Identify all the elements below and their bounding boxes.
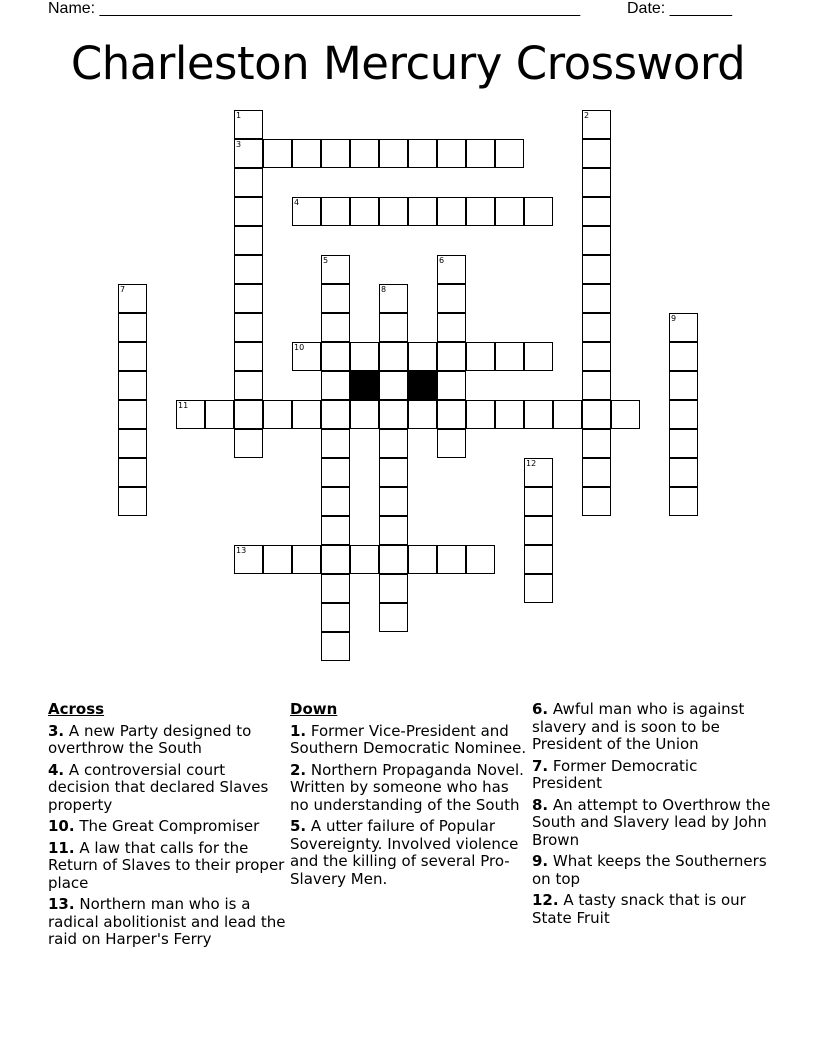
clue-item-number: 12.	[532, 891, 559, 909]
clue-item-number: 10.	[48, 817, 75, 835]
grid-cell[interactable]	[437, 313, 466, 342]
across-clue-list	[48, 723, 288, 949]
clue-number: 5	[323, 256, 329, 265]
grid-cell[interactable]	[118, 487, 147, 516]
grid-cell[interactable]	[379, 313, 408, 342]
grid-cell[interactable]	[379, 487, 408, 516]
grid-cell[interactable]	[350, 342, 379, 371]
across-heading: Across	[48, 700, 105, 718]
grid-cell[interactable]	[408, 545, 437, 574]
grid-cell[interactable]	[582, 197, 611, 226]
grid-cell[interactable]	[292, 400, 321, 429]
grid-block	[350, 371, 379, 400]
grid-cell[interactable]	[437, 545, 466, 574]
clue-number: 4	[294, 198, 300, 207]
grid-cell[interactable]	[234, 429, 263, 458]
grid-cell[interactable]	[350, 400, 379, 429]
grid-cell[interactable]	[669, 313, 698, 342]
grid-cell[interactable]	[292, 139, 321, 168]
grid-cell[interactable]	[466, 139, 495, 168]
grid-cell[interactable]	[321, 516, 350, 545]
grid-cell[interactable]	[118, 284, 147, 313]
clue-item	[532, 701, 772, 754]
grid-cell[interactable]	[350, 197, 379, 226]
clue-number: 6	[439, 256, 445, 265]
grid-cell[interactable]	[524, 197, 553, 226]
grid-cell[interactable]	[234, 197, 263, 226]
clue-number: 9	[671, 314, 677, 323]
grid-cell[interactable]	[234, 255, 263, 284]
grid-cell[interactable]	[321, 400, 350, 429]
grid-cell[interactable]	[611, 400, 640, 429]
down-clue-list	[290, 723, 530, 889]
grid-cell[interactable]	[118, 400, 147, 429]
date-field-label[interactable]: Date: _______	[627, 0, 732, 17]
grid-cell[interactable]	[582, 284, 611, 313]
clue-item	[290, 723, 530, 758]
clue-item-number: 9.	[532, 852, 549, 870]
clue-item-text: A controversial court decision that declared Slaves property	[48, 760, 269, 814]
clue-item-number: 2.	[290, 760, 307, 779]
grid-cell[interactable]	[321, 371, 350, 400]
clue-item-number: 11.	[48, 838, 75, 857]
grid-cell[interactable]	[582, 255, 611, 284]
grid-cell[interactable]	[553, 400, 582, 429]
grid-cell[interactable]	[582, 458, 611, 487]
grid-cell[interactable]	[205, 400, 234, 429]
grid-cell[interactable]	[466, 545, 495, 574]
grid-cell[interactable]	[437, 284, 466, 313]
grid-cell[interactable]	[495, 139, 524, 168]
grid-cell[interactable]	[379, 574, 408, 603]
clue-item	[532, 758, 772, 793]
grid-cell[interactable]	[669, 458, 698, 487]
clue-item	[532, 853, 772, 888]
grid-cell[interactable]	[350, 139, 379, 168]
grid-cell[interactable]	[118, 342, 147, 371]
grid-cell[interactable]	[495, 197, 524, 226]
grid-cell[interactable]	[379, 545, 408, 574]
grid-cell[interactable]	[582, 487, 611, 516]
grid-cell[interactable]	[234, 139, 263, 168]
grid-cell[interactable]	[292, 342, 321, 371]
clue-item	[532, 797, 772, 850]
clue-item-text: An attempt to Overthrow the South and Slavery lead by John Brown	[532, 795, 771, 849]
grid-cell[interactable]	[524, 458, 553, 487]
clue-item-text: Former Vice-President and Southern Democratic Nominee.	[290, 721, 527, 757]
clue-item-text: What keeps the Southerners on top	[532, 852, 767, 888]
clue-number: 3	[236, 140, 242, 149]
grid-cell[interactable]	[582, 168, 611, 197]
grid-cell[interactable]	[524, 545, 553, 574]
grid-cell[interactable]	[321, 429, 350, 458]
clue-item-number: 5.	[290, 817, 307, 835]
grid-cell[interactable]	[321, 284, 350, 313]
clue-item	[290, 818, 530, 888]
across-column	[48, 701, 288, 953]
clue-item-number: 7.	[532, 756, 549, 775]
clue-item	[48, 723, 288, 758]
grid-cell[interactable]	[379, 429, 408, 458]
grid-cell[interactable]	[321, 313, 350, 342]
grid-cell[interactable]	[582, 226, 611, 255]
clue-item	[48, 818, 288, 836]
clue-number: 12	[526, 459, 537, 468]
clue-item-text: Northern Propaganda Novel. Written by someone who has no understanding of the South	[290, 760, 524, 814]
clue-number: 13	[236, 546, 247, 555]
grid-cell[interactable]	[321, 545, 350, 574]
grid-cell[interactable]	[234, 371, 263, 400]
clue-item-text: Awful man who is against slavery and is soon to be President of the Union	[532, 700, 745, 753]
grid-cell[interactable]	[669, 400, 698, 429]
clue-item	[532, 892, 772, 927]
grid-cell[interactable]	[321, 574, 350, 603]
grid-cell[interactable]	[234, 284, 263, 313]
clue-item-number: 1.	[290, 721, 307, 740]
grid-cell[interactable]	[292, 197, 321, 226]
grid-cell[interactable]	[437, 429, 466, 458]
grid-cell[interactable]	[524, 574, 553, 603]
clue-item-number: 8.	[532, 795, 549, 814]
grid-cell[interactable]	[263, 139, 292, 168]
down-column	[290, 701, 530, 892]
clue-number: 7	[120, 285, 126, 294]
grid-cell[interactable]	[408, 139, 437, 168]
grid-cell[interactable]	[408, 400, 437, 429]
grid-cell[interactable]	[524, 400, 553, 429]
grid-cell[interactable]	[408, 197, 437, 226]
clue-item-number: 3.	[48, 721, 65, 740]
grid-cell[interactable]	[669, 487, 698, 516]
grid-cell[interactable]	[466, 400, 495, 429]
grid-cell[interactable]	[321, 139, 350, 168]
grid-cell[interactable]	[379, 197, 408, 226]
grid-cell[interactable]	[321, 487, 350, 516]
clue-item-number: 6.	[532, 700, 549, 718]
grid-cell[interactable]	[466, 197, 495, 226]
grid-cell[interactable]	[321, 632, 350, 661]
grid-cell[interactable]	[524, 342, 553, 371]
grid-cell[interactable]	[263, 400, 292, 429]
clue-item	[48, 896, 288, 949]
clue-number: 10	[294, 343, 305, 352]
grid-cell[interactable]	[234, 226, 263, 255]
down-heading: Down	[290, 700, 338, 718]
grid-cell[interactable]	[350, 545, 379, 574]
grid-cell[interactable]	[495, 342, 524, 371]
grid-cell[interactable]	[321, 458, 350, 487]
grid-cell[interactable]	[118, 429, 147, 458]
grid-cell[interactable]	[582, 110, 611, 139]
grid-cell[interactable]	[669, 342, 698, 371]
clue-item-text: The Great Compromiser	[74, 817, 260, 835]
grid-cell[interactable]	[118, 371, 147, 400]
grid-cell[interactable]	[379, 603, 408, 632]
grid-cell[interactable]	[582, 429, 611, 458]
clue-item-text: A tasty snack that is our State Fruit	[532, 891, 746, 927]
grid-block	[408, 371, 437, 400]
grid-cell[interactable]	[234, 545, 263, 574]
down-column-continued	[532, 701, 772, 931]
grid-cell[interactable]	[379, 371, 408, 400]
clue-number: 11	[178, 401, 189, 410]
clue-item-text: A law that calls for the Return of Slaves to their proper place	[48, 838, 285, 892]
clue-item-text: A new Party designed to overthrow the South	[48, 721, 252, 757]
grid-cell[interactable]	[582, 371, 611, 400]
clue-item-text: Former Democratic President	[532, 756, 698, 792]
grid-cell[interactable]	[495, 400, 524, 429]
grid-cell[interactable]	[437, 400, 466, 429]
grid-cell[interactable]	[524, 516, 553, 545]
grid-cell[interactable]	[118, 313, 147, 342]
grid-cell[interactable]	[379, 139, 408, 168]
grid-cell[interactable]	[379, 458, 408, 487]
grid-cell[interactable]	[437, 342, 466, 371]
clue-item	[48, 762, 288, 815]
grid-cell[interactable]	[379, 342, 408, 371]
grid-cell[interactable]	[234, 400, 263, 429]
grid-cell[interactable]	[118, 458, 147, 487]
grid-cell[interactable]	[669, 429, 698, 458]
grid-cell[interactable]	[524, 487, 553, 516]
clue-item-text: A utter failure of Popular Sovereignty. Involved violence and the killing of several Pro-Slavery Men.	[290, 817, 519, 888]
grid-cell[interactable]	[379, 284, 408, 313]
grid-cell[interactable]	[466, 342, 495, 371]
clue-number: 1	[236, 111, 242, 120]
grid-cell[interactable]	[437, 139, 466, 168]
grid-cell[interactable]	[321, 603, 350, 632]
grid-cell[interactable]	[582, 400, 611, 429]
grid-cell[interactable]	[669, 371, 698, 400]
clue-item-number: 13.	[48, 895, 75, 913]
clue-item-text: Northern man who is a radical abolitionist and lead the raid on Harper's Ferry	[48, 895, 286, 948]
clue-number: 2	[584, 111, 590, 120]
grid-cell[interactable]	[234, 313, 263, 342]
grid-cell[interactable]	[176, 400, 205, 429]
grid-cell[interactable]	[582, 313, 611, 342]
clue-item-number: 4.	[48, 760, 65, 779]
grid-cell[interactable]	[379, 516, 408, 545]
grid-cell[interactable]	[437, 197, 466, 226]
grid-cell[interactable]	[292, 545, 321, 574]
grid-cell[interactable]	[379, 400, 408, 429]
grid-cell[interactable]	[321, 342, 350, 371]
clue-item	[290, 762, 530, 815]
clue-item	[48, 840, 288, 893]
grid-cell[interactable]	[582, 342, 611, 371]
page-title: Charleston Mercury Crossword	[70, 37, 746, 90]
grid-cell[interactable]	[321, 255, 350, 284]
down-clue-list-continued	[532, 701, 772, 927]
grid-cell[interactable]	[234, 168, 263, 197]
grid-cell[interactable]	[408, 342, 437, 371]
grid-cell[interactable]	[321, 197, 350, 226]
grid-cell[interactable]	[437, 255, 466, 284]
grid-cell[interactable]	[234, 342, 263, 371]
grid-cell[interactable]	[582, 139, 611, 168]
grid-cell[interactable]	[234, 110, 263, 139]
name-field-label[interactable]: Name: ______________________________________________________	[48, 0, 581, 17]
grid-cell[interactable]	[263, 545, 292, 574]
grid-cell[interactable]	[437, 371, 466, 400]
clue-number: 8	[381, 285, 387, 294]
